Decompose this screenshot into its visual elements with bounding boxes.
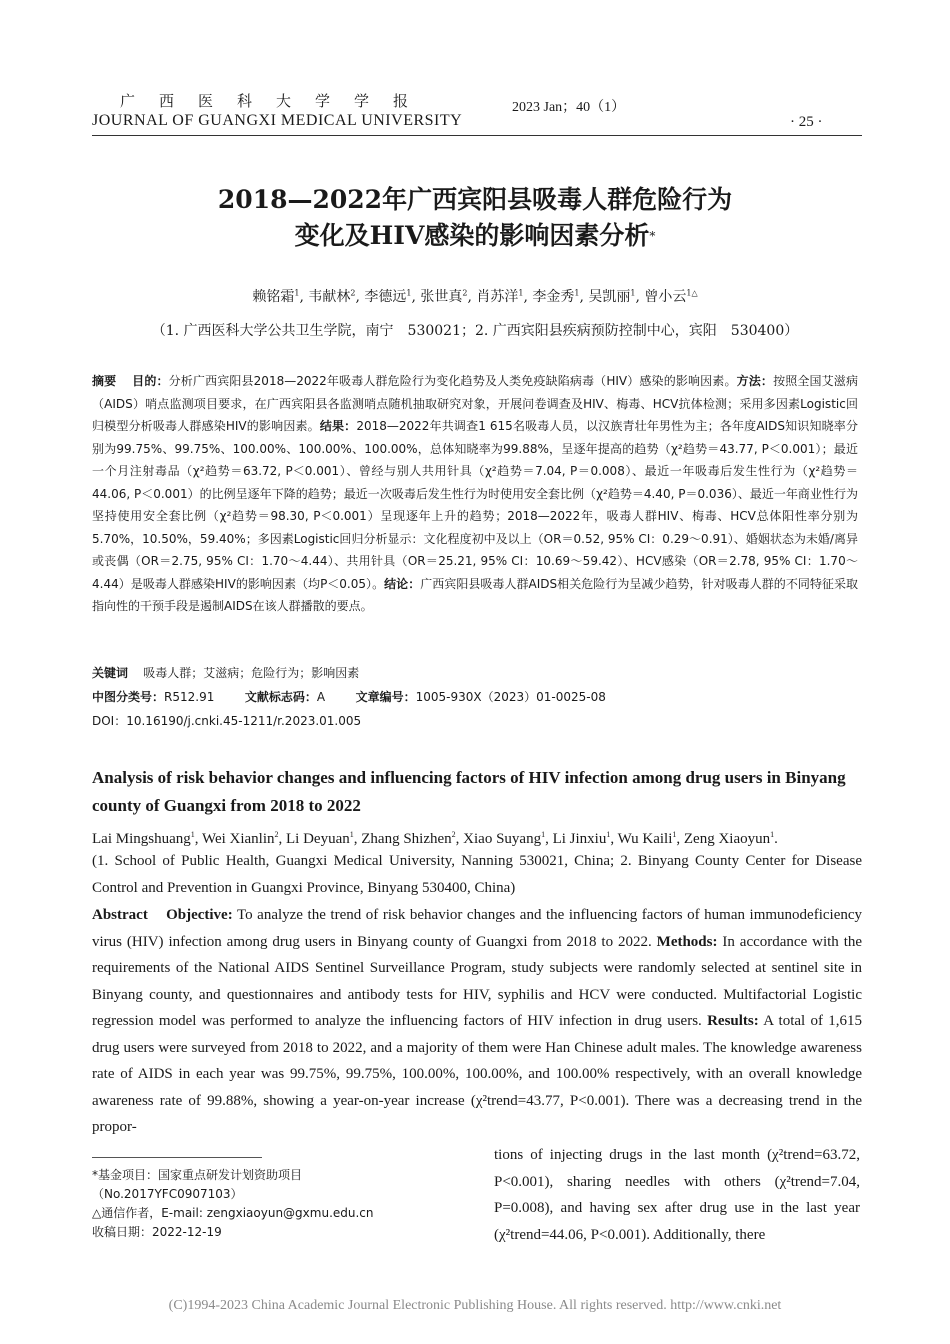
authors-cn: 赖铭霜$^1$, 韦献林$^2$, 李德远$^1$, 张世真$^2$, 肖苏洋$^1$, 李金秀$^1$, 吴凯丽$^1$, 曾小云$^{1\triangle}$: [252, 288, 698, 305]
fund-mark: *: [649, 229, 656, 243]
author-affiliation-mark: 1△: [686, 288, 698, 298]
author-affiliation-mark: 2: [350, 288, 356, 298]
affiliation-en: (1. School of Public Health, Guangxi Medical University, Nanning 530021, China; 2. Binyang County Center for Disease Control and Prevention in Guangxi Province, Binyang 530400, China): [92, 853, 862, 896]
methods-label-en: Methods:: [656, 933, 718, 950]
methods-text-en: In accordance with the requirements of the National AIDS Sentinel Surveillance Program, study subjects were randomly selected at sentinel site in Binyang county, and questionnaires and antibody tests for HIV, syphilis and HCV were conducted. Multifactorial Logistic regression model was performed to analyze the influencing factors of HIV infection in drug users.: [92, 933, 863, 1029]
keywords: [92, 664, 359, 681]
clc-value: R512.91: [164, 690, 215, 704]
header-rule: [92, 135, 862, 136]
keywords-value: 吸毒人群；艾滋病；危险行为；影响因素: [143, 666, 360, 680]
author-affiliation-mark: 1: [541, 830, 546, 839]
abstract-label-en: Abstract: [92, 907, 148, 923]
issue-info: 2023 Jan；40（1）: [512, 100, 626, 115]
author-name: Li Jinxiu: [552, 831, 607, 847]
author-affiliation-mark: 2: [274, 830, 279, 839]
author-name: Lai Mingshuang: [92, 831, 191, 847]
author-affiliation-mark: 1: [770, 830, 775, 839]
methods-label-cn: 方法：: [736, 374, 774, 388]
author-name: 肖苏洋: [476, 289, 519, 305]
keywords-label: 关键词: [92, 666, 129, 680]
footnote-fund: *基金项目：国家重点研发计划资助项目: [92, 1168, 303, 1182]
footnote-rule: [92, 1157, 262, 1158]
footnotes: [92, 1166, 374, 1242]
article-title: [92, 182, 858, 254]
authors-en: Lai Mingshuang$^1$, Wei Xianlin$^2$, Li Deyuan$^1$, Zhang Shizhen$^2$, Xiao Suyang$^1$, Li Jinxiu$^1$, Wu Kaili$^1$, Zeng Xiaoyun$^1$.: [92, 830, 778, 847]
author-name: 李德远: [364, 289, 407, 305]
results-text-en: A total of 1,615 drug users were surveyed from 2018 to 2022, and a majority of them were Han Chinese adult males. The knowledge awareness rate of AIDS in each year was 99.75%, 99.75%, 100.00%, 100.00%, and 100.00% respectively, with an overall knowledge awareness rate of 99.88%, showing a year-on-year increase (χ²trend=43.77, P<0.001). There was a decreasing trend in the propor-: [92, 1013, 863, 1135]
author-affiliation-mark: 1: [349, 830, 354, 839]
english-title: Analysis of risk behavior changes and influencing factors of HIV infection among drug users in Binyang county of Guangxi from 2018 to 2022: [92, 768, 846, 815]
author-name: 赖铭霜: [252, 289, 295, 305]
abstract-en-column: tions of injecting drugs in the last month (χ²trend=63.72, P<0.001), sharing needles with others (χ²trend=7.04, P=0.008), and having sex after drug use in the last year (χ²trend=44.06, P<0.001). Additionally, there: [494, 1147, 860, 1243]
author-affiliation-mark: 1: [190, 830, 195, 839]
author-name: Li Deyuan: [286, 831, 350, 847]
author-affiliation-mark: 1: [574, 288, 580, 298]
article-number-value: 1005-930X（2023）01-0025-08: [415, 690, 606, 704]
affiliation-cn: （1. 广西医科大学公共卫生学院，南宁 530021；2. 广西宾阳县疾病预防控制中心，宾阳 530400）: [151, 323, 799, 339]
copyright-notice: (C)1994-2023 China Academic Journal Electronic Publishing House. All rights reserved. http://www.cnki.net: [168, 1298, 782, 1313]
author-affiliation-mark: 1: [406, 288, 412, 298]
title-line-2: [92, 218, 858, 254]
author-affiliation-mark: 1: [630, 288, 636, 298]
author-name: 吴凯丽: [588, 289, 631, 305]
abstract-en: [92, 902, 862, 1141]
author-affiliation-mark: 1: [518, 288, 524, 298]
methods-text-cn: 按照全国艾滋病（AIDS）哨点监测项目要求，在广西宾阳县各监测哨点随机抽取研究对象，开展问卷调查及HIV、梅毒、HCV抗体检测；采用多因素Logistic回归模型分析吸毒人群感染HIV的影响因素。: [92, 374, 858, 433]
objective-text-cn: 分析广西宾阳县2018—2022年吸毒人群危险行为变化趋势及人类免疫缺陷病毒（HIV）感染的影响因素。: [168, 374, 737, 388]
doi: DOI：10.16190/j.cnki.45-1211/r.2023.01.005: [92, 714, 362, 728]
classification: [92, 688, 606, 705]
conclusion-label-cn: 结论：: [384, 576, 421, 591]
doc-code-value: A: [316, 690, 326, 704]
author-affiliation-mark: 2: [451, 830, 456, 839]
objective-text-en: To analyze the trend of risk behavior changes and the influencing factors of human immunodeficiency virus (HIV) infection among drug users in Binyang county of Guangxi from 2018 to 2022.: [92, 907, 863, 950]
objective-label-en: Objective:: [166, 907, 233, 923]
author-name: Wu Kaili: [617, 831, 673, 847]
page-number: · 25 ·: [790, 114, 823, 130]
author-name: 张世真: [420, 289, 463, 305]
author-affiliation-mark: 1: [672, 830, 677, 839]
doc-code-label: 文献标志码：: [244, 690, 317, 704]
results-label-cn: 结果：: [319, 419, 357, 433]
author-name: 李金秀: [532, 289, 575, 305]
author-name: Wei Xianlin: [201, 831, 275, 847]
footnote-corresponding: △通信作者，E-mail: zengxiaoyun@gxmu.edu.cn: [92, 1206, 374, 1220]
footnote-received: 收稿日期：2022-12-19: [92, 1225, 222, 1239]
abstract-cn: [92, 370, 858, 618]
author-affiliation-mark: 2: [462, 288, 468, 298]
author-name: Zeng Xiaoyun: [683, 831, 771, 847]
title-line-1: 2018—2022年广西宾阳县吸毒人群危险行为: [217, 185, 733, 214]
article-number-label: 文章编号：: [355, 690, 416, 704]
footnote-fund-number: （No.2017YFC0907103）: [92, 1187, 243, 1201]
clc-label: 中图分类号：: [92, 690, 165, 704]
author-affiliation-mark: 1: [294, 288, 300, 298]
author-name: 曾小云: [644, 289, 687, 305]
results-label-en: Results:: [707, 1013, 759, 1029]
journal-name-en: JOURNAL OF GUANGXI MEDICAL UNIVERSITY: [92, 112, 463, 129]
title-line-2-text: 变化及HIV感染的影响因素分析: [294, 221, 650, 250]
results-text-cn: 2018—2022年共调查1 615名吸毒人员，以汉族青壮年男性为主；各年度AIDS知识知晓率分别为99.75%、99.75%、100.00%、100.00%、100.00%，总体知晓率为99.88%，呈逐年提高的趋势（χ²趋势＝43.77, P＜0.001）；最近一个月注射毒品（χ²趋势＝63.72, P＜0.001）、曾经与别人共用针具（χ²趋势＝7.04, P＝0.008）、最近一年吸毒后发生性行为（χ²趋势＝44.06, P＜0.001）的比例呈逐年下降的趋势；最近一次吸毒后发生性行为时使用安全套比例（χ²趋势＝4.40, P＝0.036）、最近一年商业性行为坚持使用安全套比例（χ²趋势＝98.30, P＜0.001）呈现逐年上升的趋势；2018—2022年，吸毒人群HIV、梅毒、HCV总体阳性率分别为5.70%，10.50%，59.40%；多因素Logistic回归分析显示：文化程度初中及以上（OR＝0.52, 95% CI：0.29～0.91）、婚姻状态为未婚/离异或丧偶（OR＝2.75, 95% CI：1.70～4.44）、共用针具（OR＝25.21, 95% CI：10.69～59.42）、HCV感染（OR＝2.78, 95% CI：1.70～4.44）是吸毒人群感染HIV的影响因素（均P＜0.05）。: [92, 419, 858, 591]
author-name: Xiao Suyang: [463, 831, 542, 847]
conclusion-text-cn: 广西宾阳县吸毒人群AIDS相关危险行为呈减少趋势，针对吸毒人群的不同特征采取指向性的干预手段是遏制AIDS在该人群播散的要点。: [92, 576, 858, 613]
abstract-label-cn: 摘要: [92, 374, 117, 388]
objective-label-cn: 目的：: [132, 374, 169, 388]
author-name: 韦献林: [308, 289, 351, 305]
journal-name-cn: 广西医科大学学报: [120, 92, 433, 110]
author-affiliation-mark: 1: [606, 830, 611, 839]
author-name: Zhang Shizhen: [361, 831, 452, 847]
